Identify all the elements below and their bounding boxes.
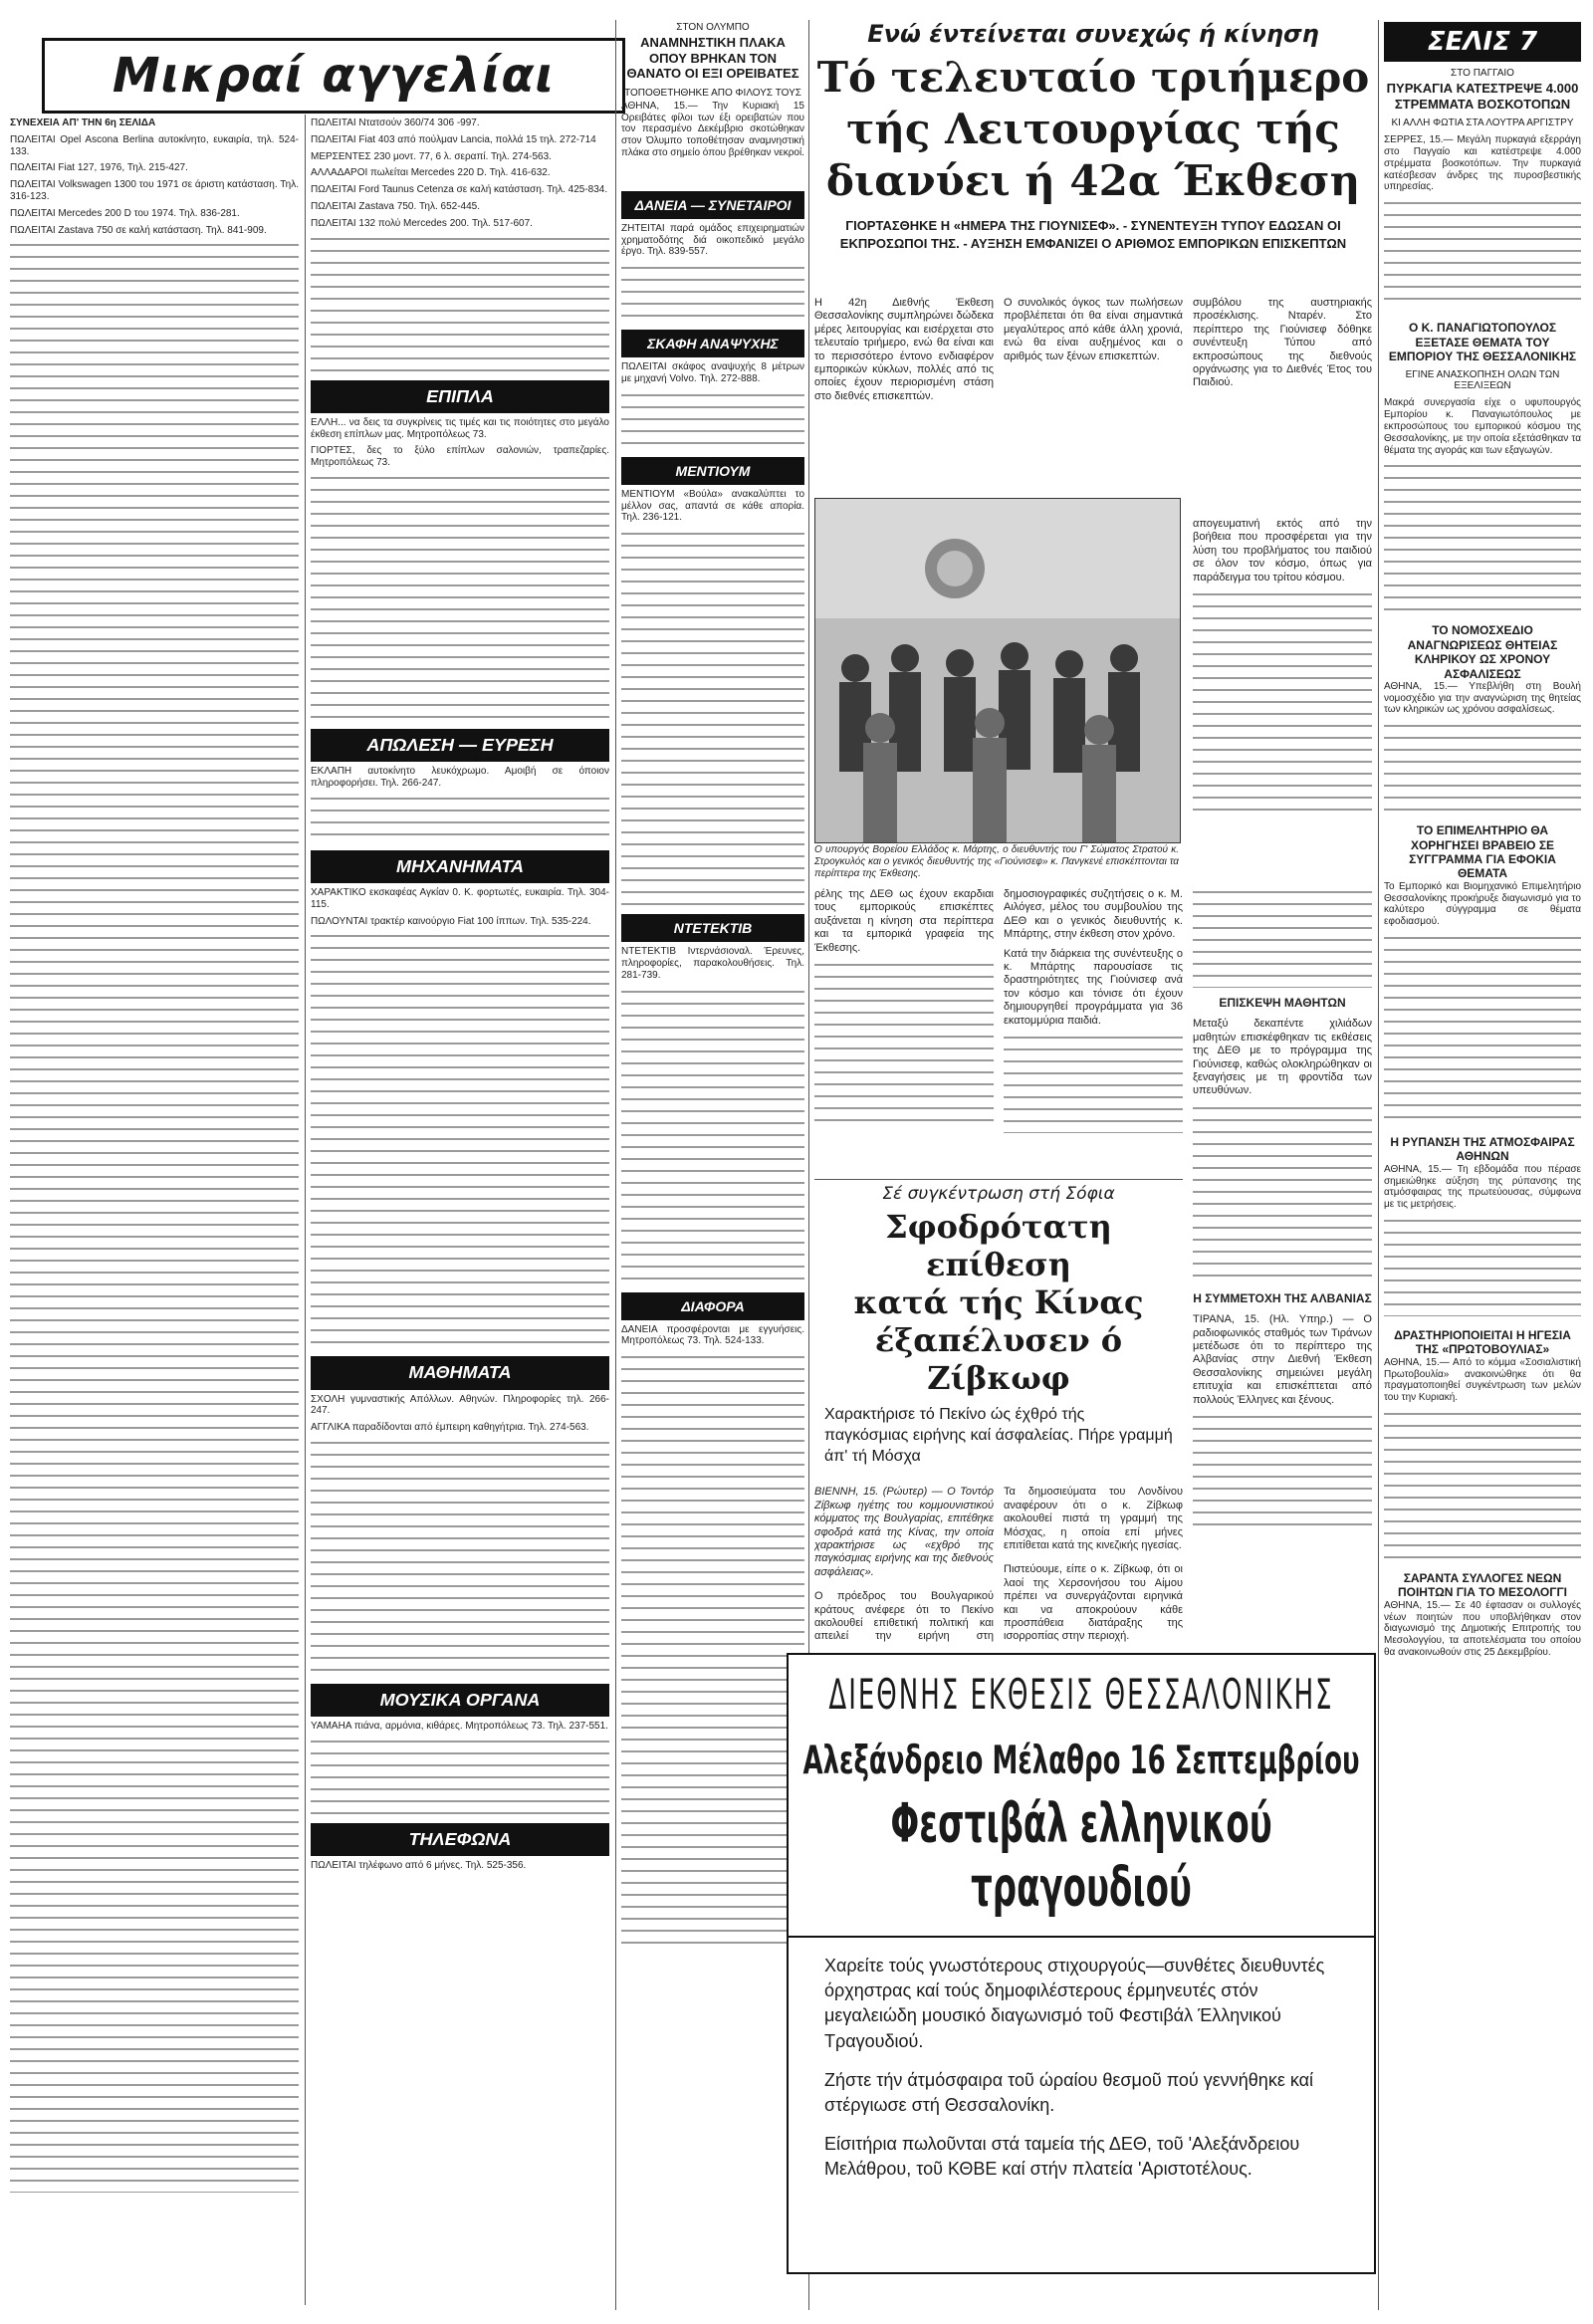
fair-festival-name: Φεστιβάλ ελληνικού τραγουδιού <box>890 1792 1272 1920</box>
lead-body-col3 <box>1193 297 1372 516</box>
text-filler <box>1193 590 1372 819</box>
classified-ad: ΠΩΛΟΥΝΤΑΙ τρακτέρ καινούργιο Fiat 100 ίππων. Τηλ. 535-224. <box>311 915 591 927</box>
sofia-paragraph: Τα δημοσιεύματα του Λονδίνου αναφέρουν ότι ο κ. Ζίβκωφ ακολουθεί πιστά τη γραμμή της Μόσχας, η οποία επί μήνες επιτίθεται κατά της κινεζικής ηγεσίας. <box>1004 1486 1183 1552</box>
visit-headline: ΕΠΙΣΚΕΨΗ ΜΑΘΗΤΩΝ <box>1219 996 1346 1010</box>
section-header-lost-found: ΑΠΩΛΕΣΗ — ΕΥΡΕΣΗ <box>311 729 609 762</box>
classifieds-filler <box>311 932 609 1350</box>
lead-headline-line2: τής Λειτουργίας τής <box>846 105 1340 153</box>
misc-text: ΔΑΝΕΙΑ προσφέρονται με εγγυήσεις. Μητροπόλεως 73. Τηλ. 524-133. <box>621 1323 804 1347</box>
fair-paragraph: Ζήστε τήν άτμόσφαιρα τοῦ ώραίου θεσμοῦ πού γεννήθηκε καί στέργιωσε στή Θεσσαλονίκη. <box>824 2069 1314 2115</box>
section-header-boats: ΣΚΑΦΗ ΑΝΑΨΥΧΗΣ <box>621 330 804 357</box>
classified-ad: ΧΑΡΑΚΤΙΚΟ εκσκαφέας Αγκίαν 0. Κ. φορτωτές, ευκαιρία. Τηλ. 304-115. <box>311 887 609 910</box>
lead-body-col2b <box>1004 888 1183 1157</box>
sofia-headline-line2: κατά τής Κίνας <box>853 1283 1144 1321</box>
sofia-paragraph: Πιστεύουμε, είπε ο κ. Ζίβκωφ, ότι οι λαοί της Χερσονήσου του Αίμου πρέπει να συνεργάζονται ειρηνικά και να αποκρούουν κάθε προσπάθεια διατάραξης της ισορροπίας στην περιοχή. <box>1004 1563 1183 1643</box>
olympus-subhead: ΤΟΠΟΘΕΤΗΘΗΚΕ ΑΠΟ ΦΙΛΟΥΣ ΤΟΥΣ <box>624 87 801 99</box>
classified-ad: ΠΩΛΕΙΤΑΙ Ντατσούν 360/74 306 -997. <box>311 117 480 128</box>
classifieds-filler <box>311 235 609 374</box>
pangaio-kicker: ΣΤΟ ΠΑΓΓΑΙΟ <box>1451 68 1514 79</box>
sofia-paragraph: ΒΙΕΝΝΗ, 15. (Ρώυτερ) — Ο Τοντόρ Ζίβκωφ ηγέτης του κομμουνιστικού κόμματος της Βουλγαρίας, επιτέθηκε σφοδρά κατά της Κίνας, την οποία χαρακτήρισε ως «εχθρό της παγκόσμιας ειρήνης και της διεθνούς ασφάλειας». <box>814 1486 994 1578</box>
classified-ad: ΠΩΛΕΙΤΑΙ 132 πολύ Mercedes 200. Τηλ. 517-607. <box>311 217 533 229</box>
text-filler <box>1384 1410 1581 1559</box>
section-header-lessons: ΜΑΘΗΜΑΤΑ <box>311 1356 609 1389</box>
albania-headline: Η ΣΥΜΜΕΤΟΧΗ ΤΗΣ ΑΛΒΑΝΙΑΣ <box>1193 1290 1372 1305</box>
text-filler <box>621 391 804 451</box>
lead-headline-line1: Τό τελευταίο τριήμερο <box>816 53 1370 102</box>
lead-story-header <box>814 20 1372 289</box>
albania-paragraph: ΤΙΡΑΝΑ, 15. (Ηλ. Υπηρ.) — Ο ραδιοφωνικός σταθμός των Τιράνων μετέδωσε ότι το περίπτερο της Αλβανίας στην Διεθνή Έκθεση Θεσσαλονίκης σημειώνει μεγάλη επιτυχία και επισκέπτεται από πολλούς Έλληνες και ξένους. <box>1193 1313 1372 1406</box>
classified-ad: ΣΧΟΛΗ γυμναστικής Απόλλων. Αθηνών. Πληροφορίες τηλ. 266-247. <box>311 1393 609 1417</box>
crowd-photo-icon <box>815 499 1180 842</box>
classified-ad: ΑΓΓΛΙΚΑ παραδίδονται από έμπειρη καθηγήτρια. Τηλ. 274-563. <box>311 1422 589 1434</box>
classified-ad: ΠΩΛΕΙΤΑΙ Ford Taunus Cetenza σε καλή κατάσταση. Τηλ. 425-834. <box>311 184 608 196</box>
lead-body-col3c <box>1193 888 1372 1645</box>
classified-ad: ΠΩΛΕΙΤΑΙ Mercedes 200 D του 1974. Τηλ. 836-281. <box>10 207 240 219</box>
classified-ad: ΕΚΛΑΠΗ αυτοκίνητο λευκόχρωμο. Αμοιβή σε όποιον πληροφορήσει. Τηλ. 266-247. <box>311 766 609 790</box>
olympus-body: ΑΘΗΝΑ, 15.— Την Κυριακή 15 Ορειβάτες φίλοι των έξι ορειβατών που τον περασμένο Δεκέμβριο σκοτώθηκαν στον Όλυμπο τοποθέτησαν αναμνηστική πλάκα στο σημείο όπου βρέθηκαν νεκροί. <box>621 100 804 158</box>
text-filler <box>1384 934 1581 1123</box>
section-header-medium: ΜΕΝΤΙΟΥΜ <box>621 457 804 485</box>
fair-venue-date: Αλεξάνδρειο Μέλαθρο 16 Σεπτεμβρίου <box>802 1739 1360 1784</box>
section-header-loans: ΔΑΝΕΙΑ — ΣΥΝΕΤΑΙΡΟΙ <box>621 191 804 219</box>
chamber-headline: ΤΟ ΕΠΙΜΕΛΗΤΗΡΙΟ ΘΑ ΧΟΡΗΓΗΣΕΙ ΒΡΑΒΕΙΟ ΣΕ ΣΥΓΓΡΑΜΜΑ ΓΙΑ ΕΦΟΚΙΑ ΘΕΜΑΤΑ <box>1409 823 1556 881</box>
right-column <box>1384 66 1581 2306</box>
initiative-body: ΑΘΗΝΑ, 15.— Από το κόμμα «Σοσιαλιστική Πρωτοβουλία» ανακοινώθηκε ότι θα πραγματοποιηθεί συγκέντρωση των μελών του την Κυριακή. <box>1384 1356 1581 1404</box>
classifieds-intro: ΣΥΝΕΧΕΙΑ ΑΠ' ΤΗΝ 6η ΣΕΛΙΔΑ <box>10 117 156 128</box>
lead-paragraph: συμβόλου της αυστηριακής προσέκλισης. Νταρέν. Στο περίπτερο της Γιούνισεφ δόθηκε συνέντευξη Τύπου από εκπροσώπους της διεθνούς οργάνωσης για το Διεθνές Έτος του Παιδιού. <box>1193 297 1372 389</box>
pollution-headline: Η ΡΥΠΑΝΣΗ ΤΗΣ ΑΤΜΟΣΦΑΙΡΑΣ ΑΘΗΝΩΝ <box>1390 1135 1575 1164</box>
minister-headline: Ο Κ. ΠΑΝΑΓΙΩΤΟΠΟΥΛΟΣ ΕΞΕΤΑΣΕ ΘΕΜΑΤΑ ΤΟΥ ΕΜΠΟΡΙΟΥ ΤΗΣ ΘΕΣΣΑΛΟΝΙΚΗΣ <box>1388 321 1577 363</box>
lead-photo <box>814 498 1181 843</box>
initiative-headline: ΔΡΑΣΤΗΡΙΟΠΟΙΕΙΤΑΙ Η ΗΓΕΣΙΑ ΤΗΣ «ΠΡΩΤΟΒΟΥΛΙΑΣ» <box>1394 1328 1571 1357</box>
text-filler <box>1384 1217 1581 1316</box>
classified-ad: ΠΩΛΕΙΤΑΙ Zastava 750. Τηλ. 652-445. <box>311 200 480 212</box>
column-divider <box>1378 20 1379 2310</box>
classifieds-filler <box>10 241 299 2193</box>
lead-body-col3b <box>1193 518 1372 846</box>
fair-advertisement <box>787 1653 1376 2274</box>
chamber-body: Το Εμπορικό και Βιομηχανικό Επιμελητήριο Θεσσαλονίκης προκήρυξε διαγωνισμό για το καλύτερο σύγγραμμα σε θέματα εφοδιασμού. <box>1384 880 1581 928</box>
text-filler <box>1193 1413 1372 1532</box>
page-label-box <box>1384 22 1581 62</box>
olympus-headline: ΑΝΑΜΝΗΣΤΙΚΗ ΠΛΑΚΑ ΟΠΟΥ ΒΡΗΚΑΝ ΤΟΝ ΘΑΝΑΤΟ ΟΙ ΕΞΙ ΟΡΕΙΒΑΤΕΣ <box>626 35 799 82</box>
page-label: ΣΕΛΙΣ 7 <box>1427 27 1538 57</box>
column-divider <box>305 115 306 2305</box>
fair-paragraph: Είσιτήρια πωλοῦνται στά ταμεία τής ΔΕΘ, τοῦ 'Αλεξάνδρειου Μελάθρου, τοῦ ΚΘΒΕ καί στήν πλατεία 'Αριστοτέλους. <box>824 2134 1300 2180</box>
classified-ad: ΠΩΛΕΙΤΑΙ Opel Ascona Berlina αυτοκίνητο, ευκαιρία, τηλ. 524-133. <box>10 133 299 157</box>
classified-ad: ΜΕΡΣΕΝΤΕΣ 230 μοντ. 77, 6 λ. σεραπί. Τηλ. 274-563. <box>311 150 552 162</box>
lead-paragraph: απογευματινή εκτός από την βοήθεια που προσφέρεται για την λύση του προβλήματος του παιδιού σε όλον τον κόσμο, όπως για παράδειγμα του τρίτου κόσμου. <box>1193 518 1372 583</box>
detective-text: ΝΤΕΤΕΚΤΙΒ Ιντερνάσιοναλ. Έρευνες, πληροφορίες, παρακολουθήσεις. Τηλ. 281-739. <box>621 946 804 981</box>
text-filler <box>621 264 804 324</box>
text-filler <box>1384 722 1581 812</box>
text-filler <box>621 1353 804 1951</box>
olympus-kicker: ΣΤΟΝ ΟΛΥΜΠΟ <box>676 22 750 33</box>
classifieds-filler <box>311 795 609 844</box>
sofia-headline-line3: έξαπέλυσεν ό Ζίβκωφ <box>874 1321 1123 1397</box>
text-filler <box>621 530 804 908</box>
classifieds-title: Μικραί αγγελίαι <box>112 48 556 104</box>
section-header-furniture: ΕΠΙΠΛΑ <box>311 380 609 413</box>
classifieds-filler <box>311 1738 609 1817</box>
text-filler <box>1193 1104 1372 1283</box>
text-filler <box>1193 888 1372 988</box>
lead-photo-caption: Ο υπουργός Βορείου Ελλάδος κ. Μάρτης, ο διευθυντής του Γ' Σώματος Στρατού κ. Στρογκυλός και ο γενικός διευθυντής της «Γιούνισεφ» κ. Πανγκενέ επισκέπτονται τα περίπτερα της Έκθεσης. <box>814 844 1179 879</box>
lead-subhead: ΓΙΟΡΤΑΣΘΗΚΕ Η «ΗΜΕΡΑ ΤΗΣ ΓΙΟΥΝΙΣΕΦ». - ΣΥΝΕΝΤΕΥΞΗ ΤΥΠΟΥ ΕΔΩΣΑΝ ΟΙ ΕΚΠΡΟΣΩΠΟΙ ΤΗΣ. - ΑΥΞΗΣΗ ΕΜΦΑΝΙΖΕΙ Ο ΑΡΙΘΜΟΣ ΕΜΠΟΡΙΚΩΝ ΕΠΙΣΚΕΠΤΩΝ <box>839 218 1347 251</box>
poets-headline: ΣΑΡΑΝΤΑ ΣΥΛΛΟΓΕΣ ΝΕΩΝ ΠΟΙΗΤΩΝ ΓΙΑ ΤΟ ΜΕΣΟΛΟΓΓΙ <box>1397 1570 1568 1600</box>
classified-ad: ΑΛΛΑΔΑΡΟΙ πωλείται Mercedes 220 D. Τηλ. 416-632. <box>311 167 551 179</box>
fair-title: ΔΙΕΘΝΗΣ ΕΚΘΕΣΙΣ ΘΕΣΣΑΛΟΝΙΚΗΣ <box>828 1672 1334 1720</box>
clergy-headline: ΤΟ ΝΟΜΟΣΧΕΔΙΟ ΑΝΑΓΝΩΡΙΣΕΩΣ ΘΗΤΕΙΑΣ ΚΛΗΡΙΚΟΥ ΩΣ ΧΡΟΝΟΥ ΑΣΦΑΛΙΣΕΩΣ <box>1407 623 1558 681</box>
minister-subhead: ΕΓΙΝΕ ΑΝΑΣΚΟΠΗΣΗ ΟΛΩΝ ΤΩΝ ΕΞΕΛΙΞΕΩΝ <box>1405 369 1560 392</box>
text-filler <box>1384 462 1581 611</box>
pangaio-subhead: ΚΙ ΑΛΛΗ ΦΩΤΙΑ ΣΤΑ ΛΟΥΤΡΑ ΑΡΓΙΣΤΡΥ <box>1391 117 1574 129</box>
lead-paragraph: Η 42η Διεθνής Έκθεση Θεσσαλονίκης συμπληρώνει δώδεκα μέρες λειτουργίας και εισέρχεται στο τελευταίο τριήμερο, ενώ θα είναι και το περισσότερο έντονο ενδιαφέρον εμπορικών κύκλων, πολλές από τις οποίες έχουν περιορισμένη στάση στο διεθνές επισκεπτών. <box>814 297 994 402</box>
section-header-telephones: ΤΗΛΕΦΩΝΑ <box>311 1823 609 1856</box>
section-header-machinery: ΜΗΧΑΝΗΜΑΤΑ <box>311 850 609 883</box>
lead-body-col1b <box>814 888 994 1157</box>
lead-body-col1 <box>814 297 994 516</box>
lead-paragraph: ρέλης της ΔΕΘ ως έχουν εκαρδιαι τους εμπορικούς επισκέπτες αυξάνεται η κίνηση στα περίπτερα και τα εμπορικά γραφεία της Έκθεσης. <box>814 888 994 954</box>
classified-ad: ΥΑΜΑΗΑ πιάνα, αρμόνια, κιθάρες. Μητροπόλεως 73. Τηλ. 237-551. <box>311 1721 608 1733</box>
olympus-column <box>621 20 804 2310</box>
boats-text: ΠΩΛΕΙΤΑΙ σκάφος αναψυχής 8 μέτρων με μηχανή Volvo. Τηλ. 272-888. <box>621 361 804 384</box>
classified-ad: ΠΩΛΕΙΤΑΙ Fiat 403 από πούλμαν Lancia, πολλά 15 τηλ. 272-714 <box>311 133 596 145</box>
lead-paragraph: Ο συνολικός όγκος των πωλήσεων προβλέπεται ότι θα είναι σημαντικά μεγαλύτερος από κάθε άλλη χρονιά, ενώ θα είναι αυξημένος και ο αριθμός των ξένων επισκεπτών. <box>1004 297 1183 362</box>
poets-body: ΑΘΗΝΑ, 15.— Σε 40 έφτασαν οι συλλογές νέων ποιητών που υποβλήθηκαν στον διαγωνισμό της Δημοτικής Επιτροπής του Μεσολογγίου, τα αποτελέσματα του οποίου θα ανακοινωθούν στις 25 Δεκεμβρίου. <box>1384 1599 1581 1658</box>
lead-paragraph: Κατά την διάρκεια της συνέντευξης ο κ. Μπάρτης παρουσίασε τις δραστηριότητες της Γιούνισεφ ανά τον κόσμο και τόνισε ότι έχουν δημιουργηθεί προγράμματα για 36 εκατομμύρια παιδιά. <box>1004 947 1183 1027</box>
classifieds-filler <box>311 1439 609 1678</box>
section-header-detective: ΝΤΕΤΕΚΤΙΒ <box>621 914 804 942</box>
classified-ad: ΠΩΛΕΙΤΑΙ Volkswagen 1300 του 1971 σε άριστη κατάσταση. Τηλ. 316-123. <box>10 179 299 202</box>
column-divider <box>615 20 616 2310</box>
lead-kicker: Ενώ έντείνεται συνεχώς ή κίνηση <box>867 20 1319 48</box>
visit-paragraph: Μεταξύ δεκαπέντε χιλιάδων μαθητών επισκέφθηκαν τις εκθέσεις της ΔΕΘ με το πρόγραμμα της Γιούνισεφ, καθώς ολοκληρώθηκαν οι ξεναγήσεις με τη φροντίδα των υπευθύνων. <box>1193 1018 1372 1097</box>
medium-text: ΜΕΝΤΙΟΥΜ «Βούλα» ανακαλύπτει το μέλλον σας, απαντά σε κάθε απορία. Τηλ. 236-121. <box>621 488 804 524</box>
minister-body: Μακρά συνεργασία είχε ο υφυπουργός Εμπορίου κ. Παναγιωτόπουλος με εκπροσώπους του εμπορικού κόσμου της Θεσσαλονίκης, με την οποία εξετάσθηκαν τα θέματα της αγοράς και των εξαγωγών. <box>1384 397 1581 456</box>
classifieds-filler <box>311 474 609 723</box>
lead-paragraph: δημοσιογραφικές συζητήσεις ο κ. Μ. Αιλόγεσ, μέλος του συμβουλίου της ΔΕΘ και ο γενικός διευθυντής κ. Μπάρτης, στην έκθεση στον χρόνο. <box>1004 888 1183 941</box>
section-header-instruments: ΜΟΥΣΙΚΑ ΟΡΓΑΝΑ <box>311 1684 609 1717</box>
pangaio-body: ΣΕΡΡΕΣ, 15.— Μεγάλη πυρκαγιά εξερράγη στο Παγγαίο και κατέστρεψε 4.000 στρέμματα βοσκοτόπων. Την πυρκαγιά κατέσβεσαν άνδρες της πυροσβεστικής υπηρεσίας. <box>1384 134 1581 193</box>
text-filler <box>1004 1034 1183 1133</box>
sofia-paragraph: Ο πρόεδρος του Βουλγαρικού κράτους ανέφερε ότι το Πεκίνο ακολουθεί επιθετική πολιτική και απειλεί την ειρήνη στη <box>814 1590 994 1643</box>
text-filler <box>1384 199 1581 309</box>
pangaio-headline: ΠΥΡΚΑΓΙΑ ΚΑΤΕΣΤΡΕΨΕ 4.000 ΣΤΡΕΜΜΑΤΑ ΒΟΣΚΟΤΟΠΩΝ <box>1386 81 1579 112</box>
classified-ad: ΓΙΟΡΤΕΣ, δες το ξύλο επίπλων σαλονιών, τραπεζαρίες. Μητροπόλεως 73. <box>311 445 609 469</box>
sofia-deck: Χαρακτήρισε τό Πεκίνο ώς έχθρό τής παγκόσμιας ειρήνης καί άσφαλείας. Πήρε γραμμή άπ' τή Μόσχα <box>824 1406 1173 1465</box>
sofia-kicker: Σέ συγκέντρωση στή Σόφια <box>882 1184 1115 1204</box>
pollution-body: ΑΘΗΝΑ, 15.— Τη εβδομάδα που πέρασε σημειώθηκε αύξηση της ρύπανσης της ατμόσφαιρας της πρωτεύουσας, σύμφωνα με τις μετρήσεις. <box>1384 1163 1581 1211</box>
classifieds-middle-column <box>311 117 609 2308</box>
sofia-story <box>814 1175 1183 1643</box>
text-filler <box>814 961 994 1130</box>
classified-ad: ΕΛΛΗ... να δεις τα συγκρίνεις τις τιμές και τις ποιότητες στο μεγάλο έκθεση επίπλων μας. Μητροπόλεως 73. <box>311 416 609 440</box>
loans-text: ΖΗΤΕΙΤΑΙ παρά ομάδος επιχειρηματιών χρηματοδότης διά οικοπεδικό μεγάλο έργο. Τηλ. 839-557. <box>621 222 804 258</box>
classifieds-masthead <box>42 38 625 114</box>
fair-paragraph: Χαρείτε τούς γνωστότερους στιχουργούς—συνθέτες διευθυντές όρχηστρας καί τούς δημοφιλέστερους έρμηνευτές στόν μεγαλειώδη μουσικό διαγωνισμό τοῦ Φεστιβάλ Έλληνικού Τραγουδιού. <box>824 1956 1325 2051</box>
lead-headline-line3: διανύει ή 42α Έκθεση <box>825 156 1361 205</box>
lead-body-col2 <box>1004 297 1183 516</box>
classified-ad: ΠΩΛΕΙΤΑΙ τηλέφωνο από 6 μήνες. Τηλ. 525-356. <box>311 1860 527 1872</box>
text-filler <box>621 988 804 1286</box>
classified-ad: ΠΩΛΕΙΤΑΙ Fiat 127, 1976, Τηλ. 215-427. <box>10 162 188 174</box>
classified-ad: ΠΩΛΕΙΤΑΙ Zastava 750 σε καλή κατάσταση. Τηλ. 841-909. <box>10 224 267 236</box>
classifieds-left-column <box>10 117 299 2308</box>
sofia-headline-line1: Σφοδρότατη επίθεση <box>885 1208 1112 1283</box>
clergy-body: ΑΘΗΝΑ, 15.— Υπεβλήθη στη Βουλή νομοσχέδιο για την αναγνώριση της θητείας των κληρικών ως χρόνου ασφαλίσεως. <box>1384 680 1581 716</box>
section-header-misc: ΔΙΑΦΟΡΑ <box>621 1292 804 1320</box>
